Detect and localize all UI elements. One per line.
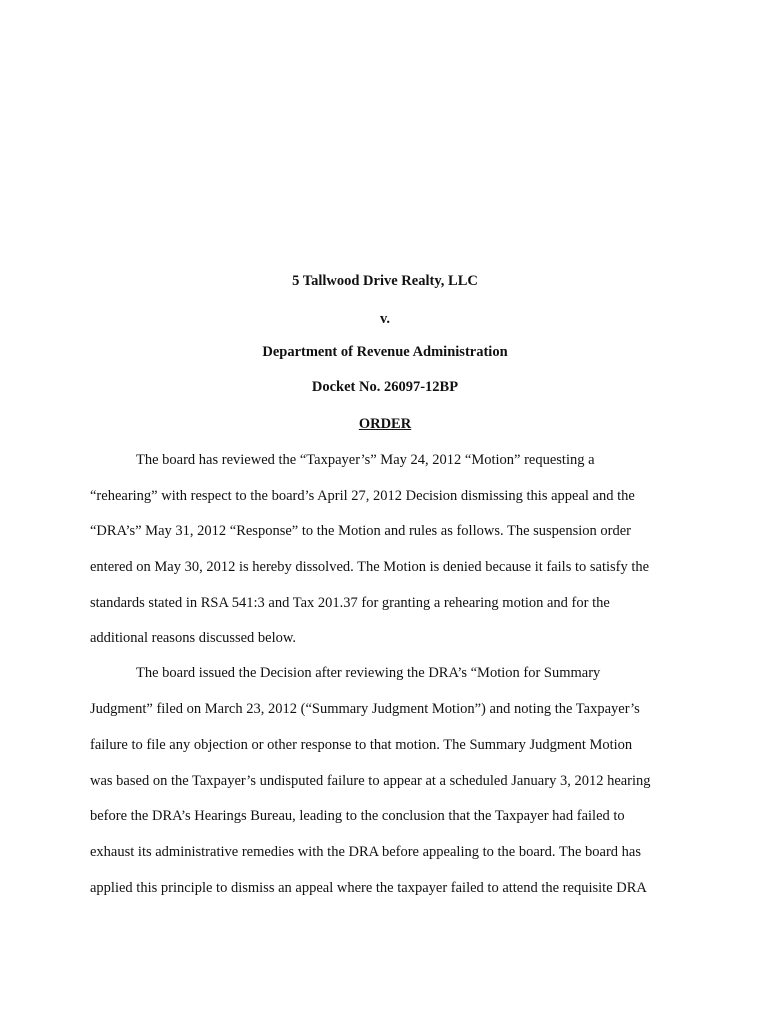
body-line: applied this principle to dismiss an appeal where the taxpayer failed to attend the requisite DRA	[90, 880, 647, 896]
body-line: before the DRA’s Hearings Bureau, leading to the conclusion that the Taxpayer had failed to	[90, 808, 625, 824]
versus: v.	[379, 311, 391, 327]
body-line: additional reasons discussed below.	[90, 630, 297, 646]
party-one: 5 Tallwood Drive Realty, LLC	[292, 273, 478, 289]
party-two: Department of Revenue Administration	[262, 344, 508, 360]
body-line: exhaust its administrative remedies with the DRA before appealing to the board. The board has	[90, 844, 641, 860]
docket-number: Docket No. 26097-12BP	[311, 379, 459, 395]
body-line: The board issued the Decision after reviewing the DRA’s “Motion for Summary	[136, 665, 601, 681]
body-line: The board has reviewed the “Taxpayer’s” May 24, 2012 “Motion” requesting a	[136, 452, 595, 468]
order-heading: ORDER	[358, 416, 412, 432]
body-line: “DRA’s” May 31, 2012 “Response” to the Motion and rules as follows. The suspension order	[90, 523, 631, 539]
body-line: “rehearing” with respect to the board’s April 27, 2012 Decision dismissing this appeal and the	[90, 488, 635, 504]
body-line: failure to file any objection or other response to that motion. The Summary Judgment Motion	[90, 737, 633, 753]
body-line: was based on the Taxpayer’s undisputed failure to appear at a scheduled January 3, 2012 hearing	[90, 773, 651, 789]
body-line: standards stated in RSA 541:3 and Tax 201.37 for granting a rehearing motion and for the	[90, 595, 610, 611]
body-line: entered on May 30, 2012 is hereby dissolved. The Motion is denied because it fails to satisfy the	[90, 559, 650, 575]
body-line: Judgment” filed on March 23, 2012 (“Summary Judgment Motion”) and noting the Taxpayer’s	[90, 701, 640, 717]
